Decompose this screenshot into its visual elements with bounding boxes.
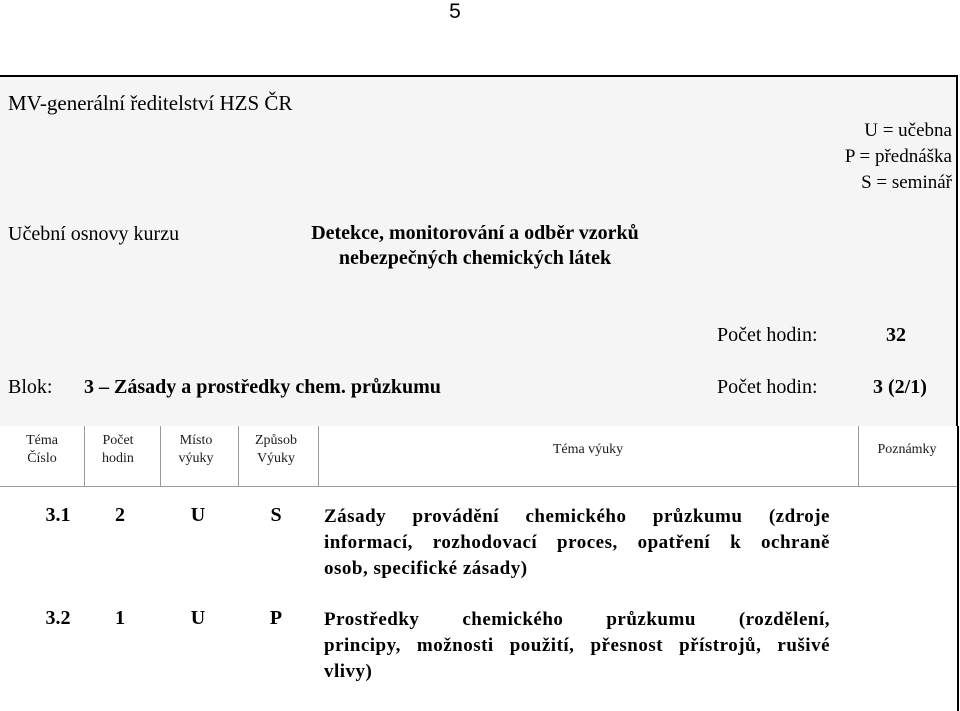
total-hours-value: 32 bbox=[886, 324, 906, 346]
organization-name: MV-generální ředitelství HZS ČR bbox=[8, 91, 293, 115]
table-cell-topic bbox=[324, 504, 830, 582]
table-cell-hours: 2 bbox=[115, 504, 125, 526]
table-cell-place: U bbox=[190, 504, 206, 526]
legend-item: U = učebna bbox=[864, 120, 952, 141]
topic-line: principy, možnosti použití, přesnost přístrojů, rušivé bbox=[324, 635, 830, 656]
table-cell-number: 3.2 bbox=[45, 607, 71, 629]
column-header-topic-number: Téma Číslo bbox=[26, 433, 58, 466]
column-divider bbox=[238, 426, 239, 486]
course-title-line: nebezpečných chemických látek bbox=[338, 247, 612, 269]
topic-line: Prostředky chemického průzkumu (rozdělení, bbox=[324, 609, 830, 630]
topic-line: informací, rozhodovací proces, opatření k ochraně bbox=[324, 532, 830, 553]
block-label: Blok: bbox=[8, 376, 53, 398]
block-name: 3 – Zásady a prostředky chem. průzkumu bbox=[84, 376, 441, 398]
legend-item: S = seminář bbox=[861, 172, 952, 193]
table-cell-hours: 1 bbox=[115, 607, 125, 629]
topic-line: osob, specifické zásady) bbox=[324, 558, 528, 579]
table-right-border bbox=[957, 426, 959, 711]
total-hours-label: Počet hodin: bbox=[717, 324, 818, 346]
topic-line: Zásady provádění chemického průzkumu (zdroje bbox=[324, 506, 830, 527]
column-header-hours: Počet hodin bbox=[102, 433, 134, 466]
column-header-topic: Téma výuky bbox=[552, 442, 624, 457]
column-divider bbox=[160, 426, 161, 486]
column-header-place: Místo výuky bbox=[178, 433, 214, 466]
table-cell-method: S bbox=[270, 504, 282, 526]
block-hours-label: Počet hodin: bbox=[717, 376, 818, 398]
course-title bbox=[280, 221, 670, 271]
table-cell-method: P bbox=[269, 607, 283, 629]
column-divider bbox=[84, 426, 85, 486]
table-header-bottom-border bbox=[0, 486, 958, 487]
table-cell-number: 3.1 bbox=[45, 504, 71, 526]
table-cell-topic bbox=[324, 607, 830, 685]
course-title-line: Detekce, monitorování a odběr vzorků bbox=[311, 222, 639, 244]
column-header-notes: Poznámky bbox=[877, 442, 937, 457]
block-hours-value: 3 (2/1) bbox=[873, 376, 927, 398]
table-cell-place: U bbox=[190, 607, 206, 629]
topic-line: vlivy) bbox=[324, 661, 373, 682]
curriculum-label: Učební osnovy kurzu bbox=[8, 223, 180, 245]
page-number: 5 bbox=[449, 0, 461, 23]
legend-item: P = přednáška bbox=[844, 146, 952, 167]
column-header-method: Způsob Výuky bbox=[255, 433, 297, 466]
legend bbox=[845, 118, 952, 196]
